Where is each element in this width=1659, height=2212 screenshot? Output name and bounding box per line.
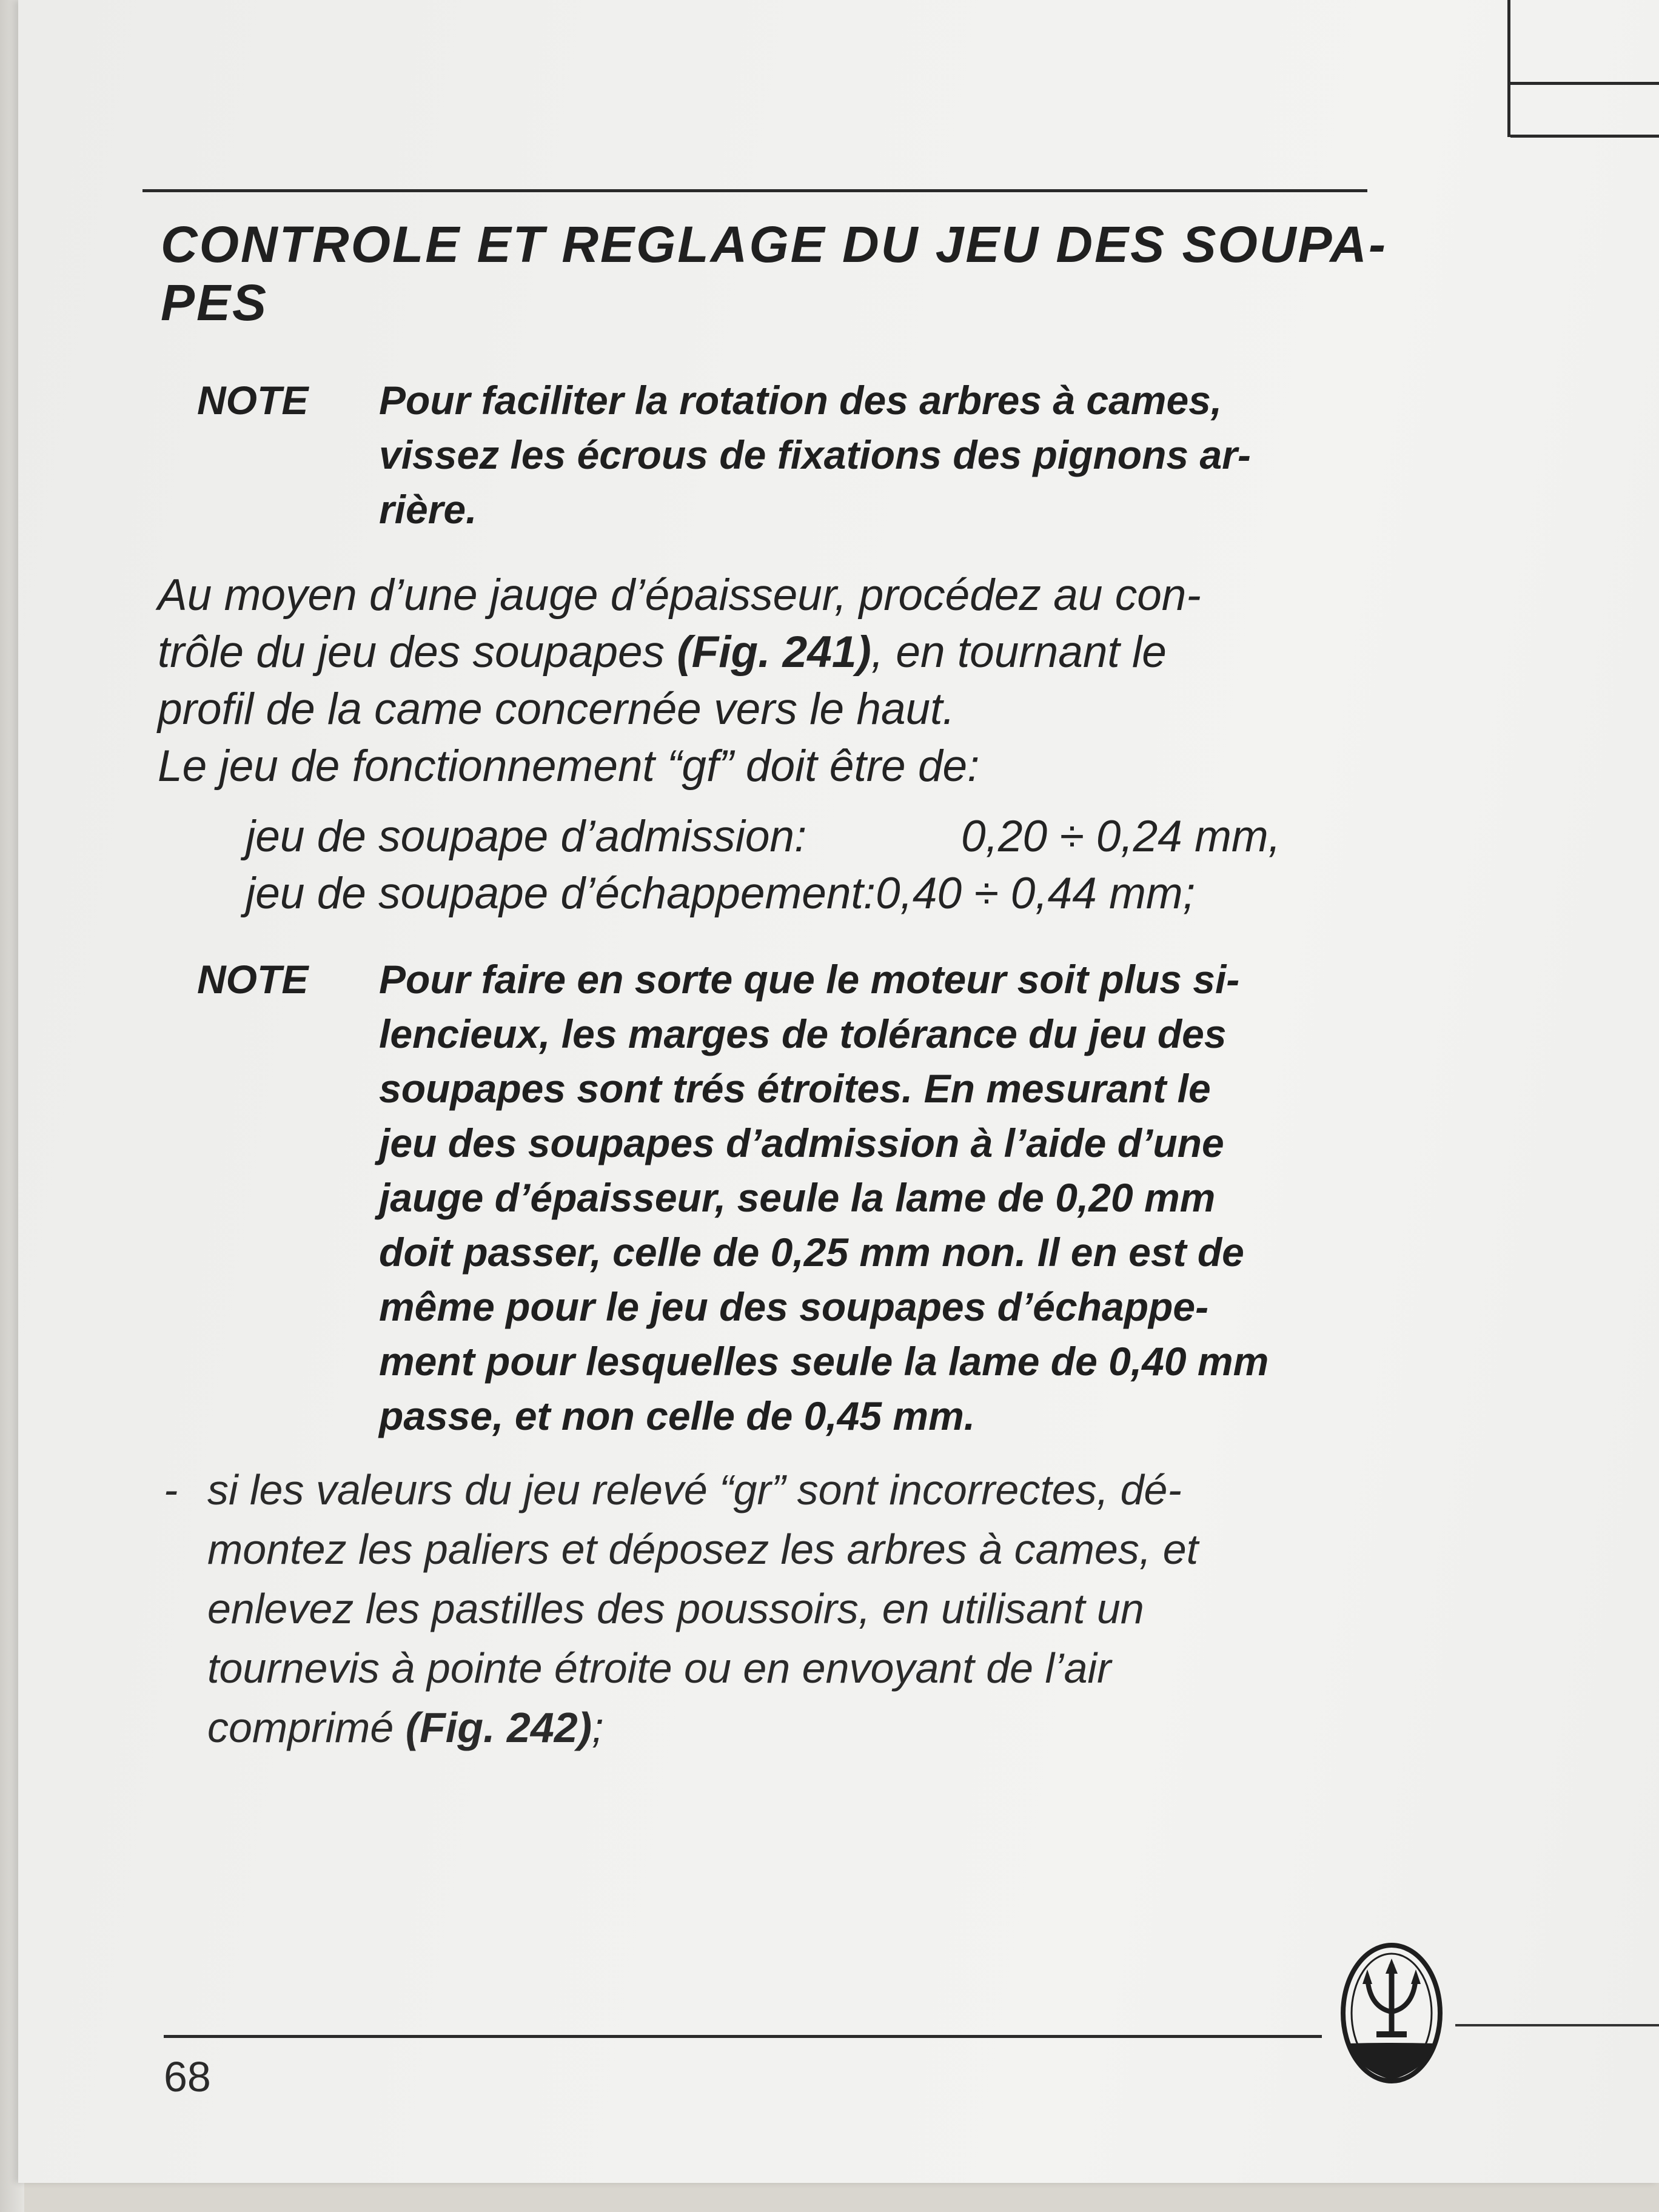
note-line: jauge d’épaisseur, seule la lame de 0,20 mm — [379, 1175, 1216, 1220]
divider — [1510, 135, 1659, 138]
note-line: Pour faciliter la rotation des arbres à cames, — [379, 378, 1222, 423]
bottom-rule-right — [1455, 2024, 1659, 2026]
section-title — [161, 215, 1392, 332]
text-line: si les valeurs du jeu relevé “gr” sont incorrectes, dé- — [207, 1466, 1182, 1513]
text-line: Le jeu de fonctionnement “gf” doit être de: — [158, 742, 980, 791]
divider — [1510, 82, 1659, 85]
intro-paragraph — [158, 567, 1389, 795]
spec-value: 0,40 ÷ 0,44 mm; — [876, 869, 1196, 918]
text-line: comprimé — [207, 1704, 406, 1751]
text-line: tournevis à pointe étroite ou en envoyant de l’air — [207, 1644, 1111, 1692]
note-label: NOTE — [197, 378, 309, 423]
note-line: rière. — [379, 487, 477, 532]
title-line: PES — [161, 274, 269, 331]
note-line: passe, et non celle de 0,45 mm. — [379, 1393, 976, 1438]
trident-logo-icon — [1334, 1940, 1449, 2092]
document-page — [18, 0, 1659, 2183]
note-line: vissez les écrous de fixations des pignons ar- — [379, 432, 1251, 477]
corner-table-fragment — [1507, 0, 1659, 137]
bullet-text — [207, 1460, 1372, 1757]
text-line: Au moyen d’une jauge d’épaisseur, procédez au con- — [158, 571, 1201, 620]
note-line: jeu des soupapes d’admission à l’aide d’une — [379, 1121, 1224, 1165]
spec-label: jeu de soupape d’échappement: — [246, 869, 876, 918]
note-line: ment pour lesquelles seule la lame de 0,40 mm — [379, 1339, 1269, 1384]
note-line: même pour le jeu des soupapes d’échappe- — [379, 1284, 1209, 1329]
title-line: CONTROLE ET REGLAGE DU JEU DES SOUPA- — [161, 216, 1387, 273]
bullet-dash: - — [164, 1466, 178, 1513]
text-line: enlevez les pastilles des poussoirs, en utilisant un — [207, 1585, 1144, 1632]
bottom-rule — [164, 2035, 1322, 2038]
spec-value: 0,20 ÷ 0,24 mm, — [961, 812, 1281, 861]
text-line: , en tournant le — [871, 628, 1167, 677]
spec-row-intake — [246, 808, 1398, 865]
note-label: NOTE — [197, 957, 309, 1002]
note-line: Pour faire en sorte que le moteur soit plus si- — [379, 957, 1240, 1002]
text-line: trôle du jeu des soupapes — [158, 628, 677, 677]
top-rule — [142, 189, 1367, 192]
note-line: lencieux, les marges de tolérance du jeu des — [379, 1011, 1227, 1056]
spec-label: jeu de soupape d’admission: — [246, 812, 807, 861]
text-line: ; — [592, 1704, 604, 1751]
figure-reference: (Fig. 242) — [405, 1704, 592, 1751]
note-text — [379, 952, 1379, 1443]
spec-row-exhaust — [246, 865, 1398, 922]
note-line: doit passer, celle de 0,25 mm non. Il en est de — [379, 1230, 1244, 1275]
note-text — [379, 373, 1379, 537]
text-line: montez les paliers et déposez les arbres à cames, et — [207, 1526, 1199, 1573]
figure-reference: (Fig. 241) — [677, 628, 871, 677]
text-line: profil de la came concernée vers le haut. — [158, 685, 955, 734]
note-line: soupapes sont trés étroites. En mesurant le — [379, 1066, 1211, 1111]
page-number: 68 — [164, 2053, 211, 2100]
